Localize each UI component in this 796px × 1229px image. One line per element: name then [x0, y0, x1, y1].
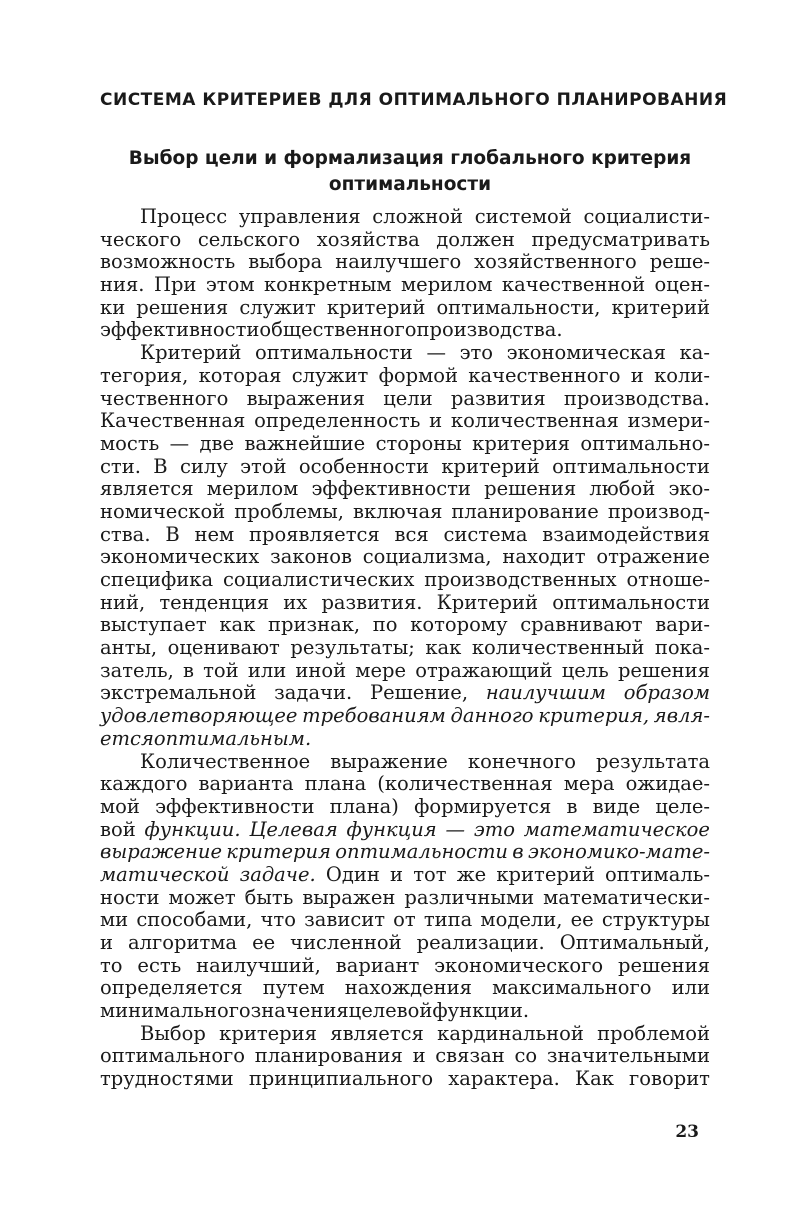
text-line: чественного выражения цели развития производства.: [100, 386, 710, 410]
section-title-line-2: оптимальности: [328, 174, 492, 195]
running-head: СИСТЕМА КРИТЕРИЕВ ДЛЯ ОПТИМАЛЬНОГО ПЛАНИРОВАНИЯ: [100, 90, 728, 110]
section-title-line-1: Выбор цели и формализация глобального критерия: [128, 148, 692, 169]
text-line: эффективности общественного производства.: [100, 318, 563, 342]
text-line: ется оптимальным.: [100, 726, 312, 750]
text-line: Процесс управления сложной системой социалисти-: [140, 205, 710, 228]
text-line: сти. В силу этой особенности критерий оптимальности: [100, 454, 710, 478]
text-line: ми способами, что зависит от типа модели, ее структуры: [100, 908, 710, 932]
text-line: Качественная определенность и количественная измери-: [100, 409, 710, 433]
text-line: вой функции. Целевая функция — это математическое: [100, 817, 710, 841]
text-line: выражение критерия оптимальности в экономико-мате-: [100, 840, 710, 864]
text-line: оптимального планирования и связан со значительными: [100, 1044, 710, 1068]
text-line: ности может быть выражен различными математически-: [100, 885, 710, 909]
text-line: анты, оценивают результаты; как количественный пока-: [100, 636, 710, 660]
text-line: является мерилом эффективности решения любой эко-: [100, 477, 710, 501]
text-line: номической проблемы, включая планирование производ-: [100, 499, 710, 523]
text-line: Количественное выражение конечного результата: [140, 749, 710, 773]
body-text: [100, 206, 710, 1091]
text-line: матической задаче. Один и тот же критерий оптималь-: [100, 862, 710, 886]
text-line: возможность выбора наилучшего хозяйственного реше-: [100, 250, 710, 274]
text-line: и алгоритма ее численной реализации. Оптимальный,: [100, 931, 710, 954]
text-line: ческого сельского хозяйства должен предусматривать: [100, 227, 710, 251]
text-line: ния. При этом конкретным мерилом качественной оцен-: [100, 273, 710, 297]
text-line: удовлетворяющее требованиям данного критерия, явля-: [100, 704, 710, 728]
text-line: каждого варианта плана (количественная мера ожидае-: [100, 772, 710, 796]
section-title: [100, 146, 720, 198]
text-line: ства. В нем проявляется вся система взаимодействия: [100, 522, 710, 546]
text-line: Критерий оптимальности — это экономическая ка-: [140, 341, 710, 365]
text-line: мость — две важнейшие стороны критерия оптимально-: [100, 431, 710, 455]
page-number: 23: [675, 1122, 699, 1142]
text-line: Выбор критерия является кардинальной проблемой: [140, 1021, 710, 1045]
text-line: мой эффективности плана) формируется в виде целе-: [100, 794, 710, 818]
text-line: специфика социалистических производственных отноше-: [100, 568, 710, 591]
text-line: трудностями принципиального характера. Как говорит: [100, 1067, 710, 1091]
text-line: экстремальной задачи. Решение, наилучшим образом: [100, 681, 710, 705]
text-line: ки решения служит критерий оптимальности, критерий: [100, 295, 710, 319]
text-line: экономических законов социализма, находит отражение: [100, 545, 710, 569]
text-line: тегория, которая служит формой качественного и коли-: [100, 363, 710, 387]
text-line: минимального значения целевой функции.: [100, 999, 530, 1023]
text-line: затель, в той или иной мере отражающий цель решения: [100, 658, 710, 682]
text-line: то есть наилучший, вариант экономического решения: [100, 953, 710, 977]
text-line: выступает как признак, по которому сравнивают вари-: [100, 613, 710, 637]
text-line: ний, тенденция их развития. Критерий оптимальности: [100, 590, 710, 614]
text-line: определяется путем нахождения максимального или: [100, 976, 710, 1000]
